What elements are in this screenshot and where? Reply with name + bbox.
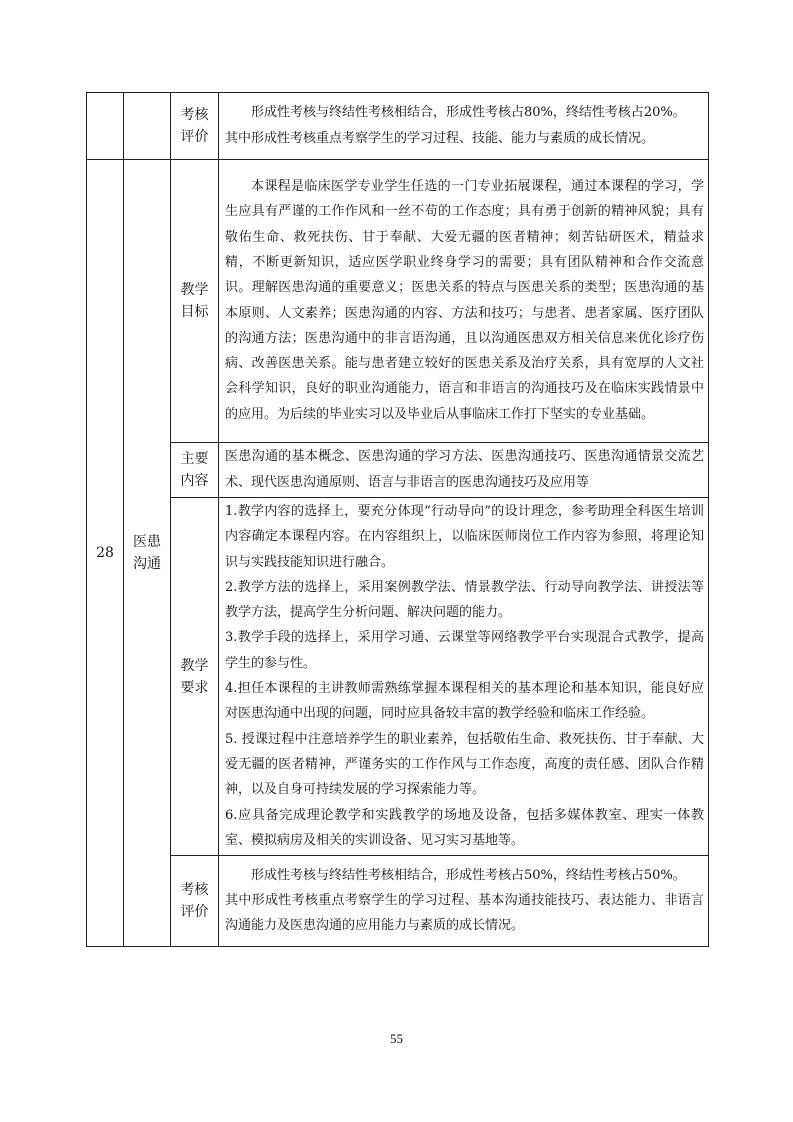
table-row-prev-assessment xyxy=(87,93,709,160)
prev-name-cell xyxy=(124,93,171,160)
requirements-label: 教学 要求 xyxy=(171,498,219,856)
page-number: 55 xyxy=(390,1031,403,1046)
requirement-item: 3.教学手段的选择上，采用学习通、云课堂等网络教学平台实现混合式教学，提高学生的参与性。 xyxy=(225,630,704,671)
prev-assess-label: 考核 评价 xyxy=(171,93,219,160)
table-row-requirements xyxy=(87,498,709,856)
course-number: 28 xyxy=(87,160,124,947)
assess-text: 形成性考核与终结性考核相结合，形成性考核占50%，终结性考核占50%。 其中形成性考核重点考察学生的学习过程、基本沟通技能技巧、表达能力、非语言沟通能力及医患沟通的应用能力与素质的成长情况。 xyxy=(219,856,709,947)
requirements-text xyxy=(219,498,709,856)
table-row-goal xyxy=(87,160,709,443)
requirement-item: 6.应具备完成理论教学和实践教学的场地及设备，包括多媒体教室、理实一体教室、模拟病房及相关的实训设备、见习实习基地等。 xyxy=(225,807,704,848)
content-text: 医患沟通的基本概念、医患沟通的学习方法、医患沟通技巧、医患沟通情景交流艺术、现代医患沟通原则、语言与非语言的医患沟通技巧及应用等 xyxy=(219,443,709,498)
requirement-item: 1.教学内容的选择上，要充分体现“行动导向”的设计理念，参考助理全科医生培训内容确定本课程内容。在内容组织上，以临床医师岗位工作内容为参照，将理论知识与实践技能知识进行融合。 xyxy=(225,504,704,570)
table-row-assessment xyxy=(87,856,709,947)
assess-label: 考核 评价 xyxy=(171,856,219,947)
goal-text: 本课程是临床医学专业学生任选的一门专业拓展课程，通过本课程的学习，学生应具有严谨的工作作风和一丝不苟的工作态度；具有勇于创新的精神风貌；具有敬佑生命、救死扶伤、甘于奉献、大爱无疆的医者精神；刻苦钻研医术，精益求精，不断更新知识，适应医学职业终身学习的需要；具有团队精神和合作交流意识。理解医患沟通的重要意义；医患关系的特点与医患关系的类型；医患沟通的基本原则、人文素养；医患沟通的内容、方法和技巧；与患者、患者家属、医疗团队的沟通方法；医患沟通中的非言语沟通，且以沟通医患双方相关信息来优化诊疗伤病、改善医患关系。能与患者建立较好的医患关系及治疗关系，具有宽厚的人文社会科学知识，良好的职业沟通能力，语言和非语言的沟通技巧及在临床实践情景中的应用。为后续的毕业实习以及毕业后从事临床工作打下坚实的专业基础。 xyxy=(219,160,709,443)
requirement-item: 5. 授课过程中注意培养学生的职业素养，包括敬佑生命、救死扶伤、甘于奉献、大爱无疆的医者精神，严谨务实的工作作风与工作态度，高度的责任感、团队合作精神，以及自身可持续发展的学习探索能力等。 xyxy=(225,731,704,798)
requirement-item: 2.教学方法的选择上，采用案例教学法、情景教学法、行动导向教学法、讲授法等教学方法，提高学生分析问题、解决问题的能力。 xyxy=(225,579,704,621)
prev-number-cell xyxy=(87,93,124,160)
course-table xyxy=(86,92,709,947)
table-row-content xyxy=(87,443,709,498)
content-label: 主要 内容 xyxy=(171,443,219,498)
prev-assess-text: 形成性考核与终结性考核相结合，形成性考核占80%，终结性考核占20%。 其中形成性考核重点考察学生的学习过程、技能、能力与素质的成长情况。 xyxy=(219,93,709,160)
course-name: 医患 沟通 xyxy=(124,160,171,947)
goal-label: 教学 目标 xyxy=(171,160,219,443)
requirement-item: 4.担任本课程的主讲教师需熟练掌握本课程相关的基本理论和基本知识，能良好应对医患沟通中出现的问题，同时应具备较丰富的教学经验和临床工作经验。 xyxy=(225,681,704,722)
